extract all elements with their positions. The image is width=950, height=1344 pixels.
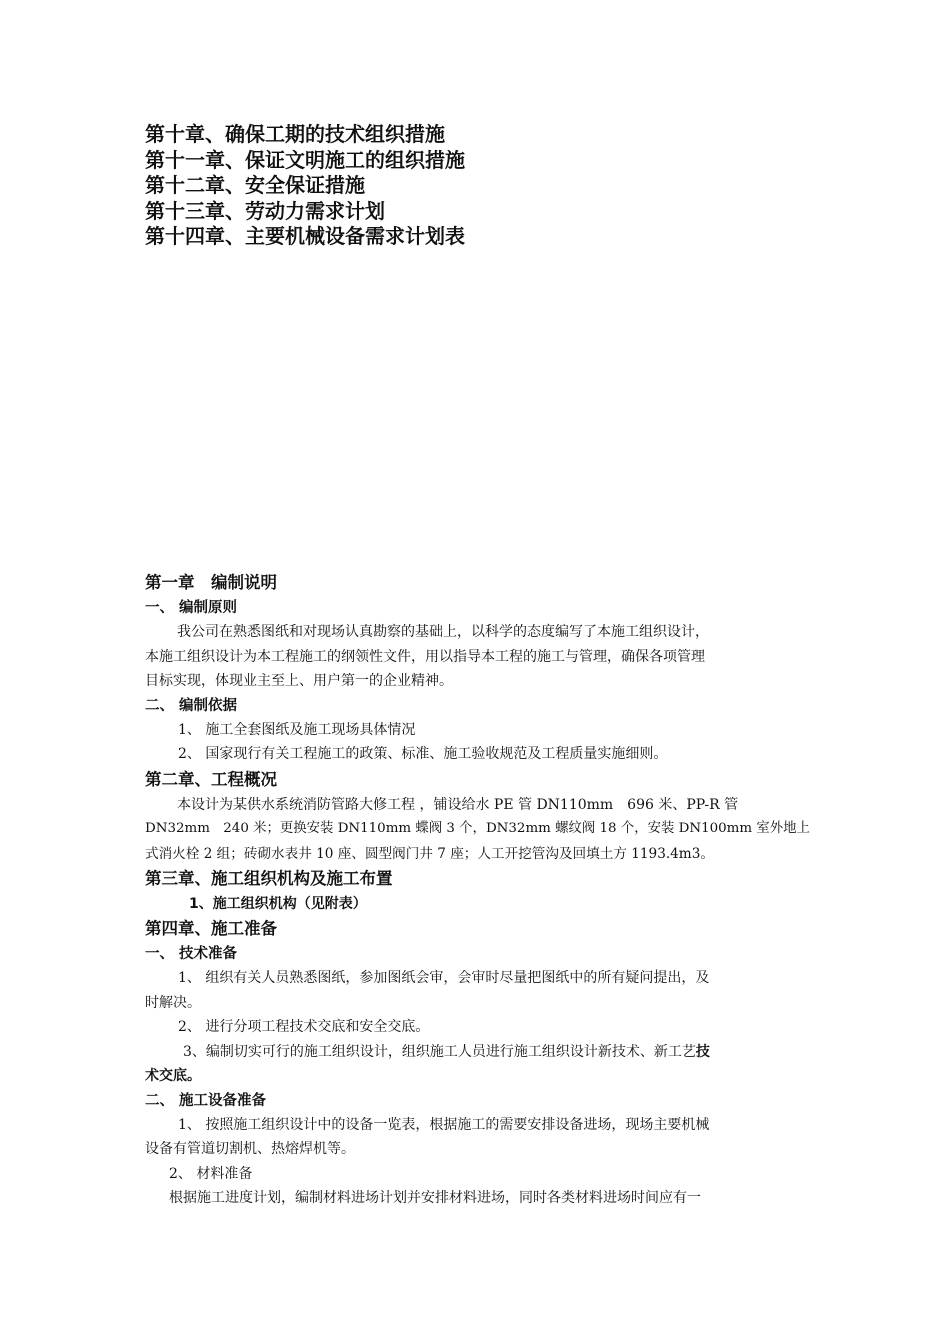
document-body xyxy=(145,570,810,1211)
ch4-section-2-title: 二、 施工设备准备 xyxy=(145,1092,267,1109)
ch4-list-item-2: 2、 进行分项工程技术交底和安全交底。 xyxy=(178,1019,430,1035)
paragraph-line: 式消火栓 2 组；砖砌水表井 10 座、圆型阀门井 7 座；人工开挖管沟及回填土方 1193.4m3。 xyxy=(145,845,714,862)
ch4-section-1-title: 一、 技术准备 xyxy=(145,946,238,962)
ch4-list-item-1-line: 时解决。 xyxy=(145,994,201,1011)
chapter-2-title: 第二章、工程概况 xyxy=(145,769,277,789)
ch4-list-item-3-line xyxy=(145,1040,810,1065)
paragraph-line: 我公司在熟悉图纸和对现场认真勘察的基础上，以科学的态度编写了本施工组织设计， xyxy=(177,624,709,640)
ch4-s2-list-item-2: 2、 材料准备 xyxy=(169,1165,253,1182)
ch1-section-2-title: 二、 编制依据 xyxy=(145,697,238,714)
paragraph-line: 本施工组织设计为本工程施工的纲领性文件，用以指导本工程的施工与管理，确保各项管理 xyxy=(145,648,705,665)
toc-entry-chapter-13: 第十三章、劳动力需求计划 xyxy=(145,198,385,223)
ch4-list-item-1-line: 1、 组织有关人员熟悉图纸，参加图纸会审，会审时尽量把图纸中的所有疑问提出，及 xyxy=(178,970,710,986)
ch2-paragraph xyxy=(145,793,810,867)
ch4-list-item-3-line: 术交底。 xyxy=(145,1068,201,1084)
ch1-section-1-paragraph xyxy=(145,620,810,694)
ch1-list-item-1: 1、 施工全套图纸及施工现场具体情况 xyxy=(178,721,416,738)
ch3-item-1: 1、施工组织机构（见附表） xyxy=(189,896,367,912)
ch4-s2-list-item-1-line: 1、 按照施工组织设计中的设备一览表，根据施工的需要安排设备进场，现场主要机械 xyxy=(178,1116,710,1133)
toc-entry-chapter-12: 第十二章、安全保证措施 xyxy=(145,173,365,197)
toc-entry-chapter-10: 第十章、确保工期的技术组织措施 xyxy=(145,122,445,146)
toc-entry-chapter-14: 第十四章、主要机械设备需求计划表 xyxy=(145,224,465,248)
item-text: 3、编制切实可行的施工组织设计，组织施工人员进行施工组织设计新技术、新工艺 xyxy=(183,1043,696,1060)
chapter-1-title: 第一章 编制说明 xyxy=(145,573,277,592)
table-of-contents xyxy=(145,122,465,250)
item-text-bold: 技 xyxy=(695,1043,710,1060)
toc-entry-chapter-11: 第十一章、保证文明施工的组织措施 xyxy=(145,147,465,172)
ch4-s2-paragraph-line: 根据施工进度计划，编制材料进场计划并安排材料进场，同时各类材料进场时间应有一 xyxy=(169,1190,701,1206)
ch1-list-item-2: 2、 国家现行有关工程施工的政策、标准、施工验收规范及工程质量实施细则。 xyxy=(178,746,668,762)
chapter-3-title: 第三章、施工组织机构及施工布置 xyxy=(145,869,393,888)
paragraph-line: 目标实现，体现业主至上、用户第一的企业精神。 xyxy=(145,673,453,689)
ch4-s2-list-item-1-line: 设备有管道切割机、热熔焊机等。 xyxy=(145,1141,355,1157)
paragraph-line: 本设计为某供水系统消防管路大修工程 ，铺设给水 PE 管 DN110mm 696 米、PP-R 管 xyxy=(177,796,739,813)
chapter-4-title: 第四章、施工准备 xyxy=(145,919,277,938)
paragraph-line: DN32mm 240 米；更换安装 DN110mm 蝶阀 3 个，DN32mm 螺纹阀 18 个，安装 DN100mm 室外地上 xyxy=(145,821,810,836)
ch1-section-1-title: 一、 编制原则 xyxy=(145,600,238,616)
